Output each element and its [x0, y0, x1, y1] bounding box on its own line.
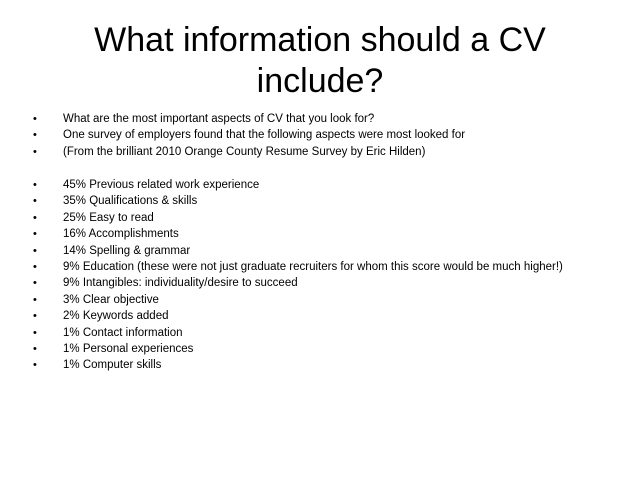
bullet-icon: •: [33, 113, 37, 125]
bullet-icon: •: [33, 244, 37, 257]
list-item-text: 1% Contact information: [63, 326, 183, 339]
list-item-text: 9% Education (these were not just graduate recruiters for whom this score would be much higher!): [63, 260, 563, 273]
list-item-text: 16% Accomplishments: [63, 228, 179, 241]
list-item-text: 1% Computer skills: [63, 359, 162, 372]
list-item-text: One survey of employers found that the following aspects were most looked for: [63, 129, 466, 142]
slide-title-line-1: What information should a CV: [94, 21, 546, 59]
bullet-icon: •: [33, 277, 37, 290]
bullet-icon: •: [33, 326, 37, 339]
bullet-icon: •: [33, 179, 37, 191]
list-item-text: 45% Previous related work experience: [63, 179, 260, 191]
list-item-text: 3% Clear objective: [63, 293, 159, 306]
list-item-text: 14% Spelling & grammar: [63, 244, 191, 257]
list-item-text: 35% Qualifications & skills: [63, 195, 198, 208]
list-item-text: What are the most important aspects of CV that you look for?: [63, 113, 375, 125]
bullet-icon: •: [33, 129, 37, 142]
list-item-text: (From the brilliant 2010 Orange County Resume Survey by Eric Hilden): [63, 145, 426, 158]
list-item-text: 2% Keywords added: [63, 310, 169, 323]
bullet-icon: •: [33, 310, 37, 323]
slide-title-line-2: include?: [256, 62, 384, 100]
bullet-icon: •: [33, 211, 37, 224]
bullet-icon: •: [33, 195, 37, 208]
bullet-icon: •: [33, 342, 37, 355]
slide-title: [60, 20, 580, 102]
bullet-icon: •: [33, 228, 37, 241]
bullet-icon: •: [33, 293, 37, 306]
bullet-icon: •: [33, 145, 37, 158]
list-item-text: 1% Personal experiences: [63, 342, 194, 355]
bullet-icon: •: [33, 359, 37, 372]
list-item-text: 9% Intangibles: individuality/desire to succeed: [63, 277, 298, 290]
bullet-icon: •: [33, 260, 37, 273]
list-item-text: 25% Easy to read: [63, 211, 154, 224]
